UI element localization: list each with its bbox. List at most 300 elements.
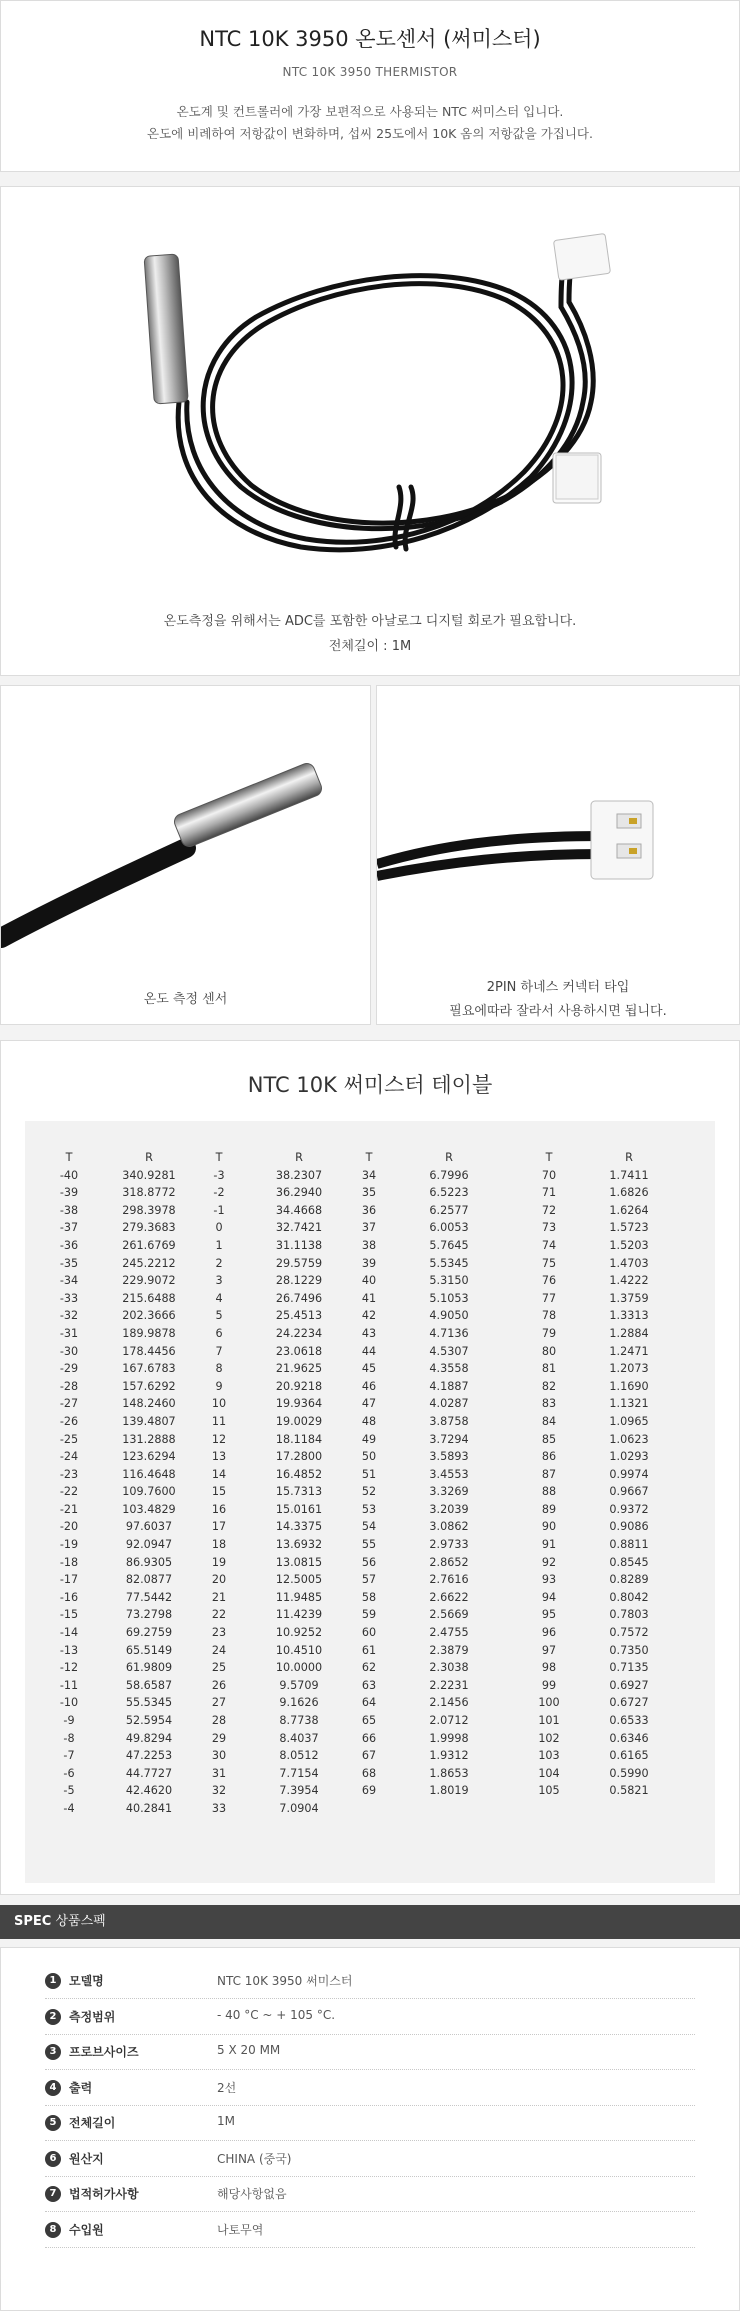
temperature-cell: 54 [361,1520,377,1534]
temperature-cell: -38 [59,1203,79,1217]
temperature-cell: 16 [211,1502,227,1516]
temperature-cell: 90 [541,1520,557,1534]
resistance-cell: 97.6037 [125,1520,173,1534]
description-line-1: 온도계 및 컨트롤러에 가장 보편적으로 사용되는 NTC 써미스터 입니다. [176,104,564,119]
resistance-cell: 18.1184 [275,1432,323,1446]
temperature-cell: 82 [541,1379,557,1393]
resistance-cell: 86.9305 [125,1555,173,1569]
spec-label: 수입원 [69,2222,104,2237]
resistance-cell: 215.6488 [122,1291,176,1305]
resistance-cell: 123.6294 [122,1450,176,1464]
thermistor-table-section [0,1040,740,1895]
resistance-cell: 38.2307 [275,1168,323,1182]
probe-closeup-image [1,686,372,966]
temperature-cell: -33 [59,1291,79,1305]
spec-number-badge: 1 [45,1973,61,1989]
resistance-cell: 318.8772 [122,1186,176,1200]
resistance-cell: 103.4829 [122,1502,176,1516]
temperature-cell: 44 [361,1344,377,1358]
temperature-cell: -21 [59,1502,79,1516]
resistance-cell: 36.2940 [275,1186,323,1200]
spec-header-text: 상품스펙 [55,1914,106,1929]
temperature-cell: 63 [361,1678,377,1692]
temperature-cell: 80 [541,1344,557,1358]
resistance-cell: 23.0618 [275,1344,323,1358]
resistance-cell: 1.6826 [609,1186,649,1200]
temperature-cell: 45 [361,1362,377,1376]
temperature-cell: 3 [215,1274,223,1288]
temperature-cell: -32 [59,1309,79,1323]
spec-row [45,2071,695,2106]
temperature-cell: 4 [215,1291,223,1305]
spec-row [45,1964,695,1999]
resistance-cell: 44.7727 [125,1766,173,1780]
temperature-cell: -8 [63,1731,75,1745]
temperature-cell: -12 [59,1661,79,1675]
temperature-cell: 67 [361,1749,377,1763]
temperature-cell: 66 [361,1731,377,1745]
temperature-cell: 87 [541,1467,557,1481]
sensor-probe-photo [0,685,371,1025]
resistance-cell: 10.9252 [275,1626,323,1640]
resistance-cell: 4.3558 [429,1362,469,1376]
resistance-cell: 2.6622 [429,1590,469,1604]
temperature-cell: 99 [541,1678,557,1692]
spec-number-badge: 7 [45,2186,61,2202]
temperature-cell: 25 [211,1661,227,1675]
temperature-cell: 13 [211,1450,227,1464]
temperature-cell: 6 [215,1326,223,1340]
resistance-cell: 6.2577 [429,1203,469,1217]
temperature-cell: -2 [213,1186,225,1200]
resistance-cell: 15.7313 [275,1485,323,1499]
resistance-cell: 245.2212 [122,1256,176,1270]
resistance-cell: 148.2460 [122,1397,176,1411]
temperature-cell: 64 [361,1696,377,1710]
resistance-cell: 10.4510 [275,1643,323,1657]
temperature-cell: 91 [541,1538,557,1552]
temperature-cell: 43 [361,1326,377,1340]
resistance-cell: 3.2039 [429,1502,469,1516]
temperature-cell: 70 [541,1168,557,1182]
resistance-cell: 34.4668 [275,1203,323,1217]
resistance-cell: 73.2798 [125,1608,173,1622]
spec-number-badge: 4 [45,2080,61,2096]
resistance-cell: 0.6346 [609,1731,649,1745]
temperature-cell: 62 [361,1661,377,1675]
temperature-cell: -9 [63,1714,75,1727]
temperature-cell: 29 [211,1731,227,1745]
resistance-cell: 202.3666 [122,1309,176,1323]
temperature-cell: 51 [361,1467,377,1481]
spec-label: 측정범위 [69,2009,116,2024]
resistance-cell: 4.0287 [429,1397,469,1411]
temperature-cell: 102 [538,1731,560,1745]
temperature-cell: 98 [541,1661,557,1675]
resistance-cell: 279.3683 [122,1221,176,1235]
temperature-cell: 41 [361,1291,377,1305]
spec-row [45,2106,695,2141]
temperature-cell: 73 [541,1221,557,1235]
connector-caption-line-1: 2PIN 하네스 커넥터 타입 [486,980,630,995]
resistance-cell: 2.7616 [429,1573,469,1587]
resistance-cell: 4.1887 [429,1379,469,1393]
resistance-cell: 1.4703 [609,1256,649,1270]
column-header: T [545,1151,553,1164]
temperature-cell: 56 [361,1555,377,1569]
resistance-cell: 1.8653 [429,1766,469,1780]
resistance-cell: 0.6165 [609,1749,649,1763]
spec-label: 원산지 [69,2151,104,2166]
temperature-cell: 30 [211,1749,227,1763]
temperature-cell: 86 [541,1450,557,1464]
product-subtitle: NTC 10K 3950 THERMISTOR [282,65,458,79]
probe-caption: 온도 측정 센서 [143,992,228,1007]
resistance-cell: 20.9218 [275,1379,323,1393]
temperature-cell: 101 [538,1714,560,1727]
temperature-cell: 48 [361,1414,377,1428]
spec-value: 해당사항없음 [217,2187,287,2201]
temperature-cell: -6 [63,1766,75,1780]
resistance-cell: 2.1456 [429,1696,469,1710]
resistance-cell: 5.5345 [429,1256,469,1270]
resistance-cell: 298.3978 [122,1203,176,1217]
temperature-cell: -39 [59,1186,79,1200]
temperature-cell: 97 [541,1643,557,1657]
temperature-cell: 83 [541,1397,557,1411]
spec-value: 1M [217,2114,235,2128]
temperature-cell: 20 [211,1573,227,1587]
spec-value: 5 X 20 MM [217,2043,281,2057]
resistance-cell: 1.8019 [429,1784,469,1798]
temperature-cell: -23 [59,1467,79,1481]
resistance-cell: 2.0712 [429,1714,469,1727]
temperature-cell: -1 [213,1203,225,1217]
resistance-cell: 1.0623 [609,1432,649,1446]
spec-section-header [0,1905,740,1939]
thermistor-cable-image [1,187,740,607]
spec-value: 2선 [217,2080,237,2095]
resistance-cell: 61.9809 [125,1661,173,1675]
temperature-cell: 39 [361,1256,377,1270]
table-column-t-4 [509,1149,589,1800]
spec-label: 법적허가사항 [69,2187,139,2201]
resistance-cell: 2.3038 [429,1661,469,1675]
table-column-r-4 [589,1149,669,1800]
resistance-cell: 131.2888 [122,1432,176,1446]
temperature-cell: -24 [59,1450,79,1464]
column-header: R [145,1151,153,1164]
temperature-cell: 103 [538,1749,560,1763]
resistance-cell: 28.1229 [275,1274,323,1288]
temperature-cell: 47 [361,1397,377,1411]
column-header: T [215,1151,223,1164]
temperature-cell: -20 [59,1520,79,1534]
temperature-cell: 52 [361,1485,377,1499]
spec-label: 모델명 [69,1974,104,1988]
spec-header-bold: SPEC [14,1914,52,1929]
temperature-cell: 0 [215,1221,223,1235]
temperature-cell: -19 [59,1538,79,1552]
resistance-cell: 1.7411 [609,1168,649,1182]
temperature-cell: 5 [215,1309,223,1323]
resistance-cell: 189.9878 [122,1326,176,1340]
temperature-cell: 9 [215,1379,223,1393]
resistance-cell: 69.2759 [125,1626,173,1640]
resistance-cell: 13.0815 [275,1555,323,1569]
spec-number-badge: 8 [45,2222,61,2238]
resistance-cell: 0.9372 [609,1502,649,1516]
temperature-cell: -37 [59,1221,79,1235]
resistance-cell: 19.9364 [275,1397,323,1411]
resistance-cell: 77.5442 [125,1590,173,1604]
resistance-cell: 42.4620 [125,1784,173,1798]
temperature-cell: -3 [213,1168,225,1182]
temperature-cell: -17 [59,1573,79,1587]
temperature-cell: 21 [211,1590,227,1604]
table-title: NTC 10K 써미스터 테이블 [247,1073,493,1097]
temperature-cell: 14 [211,1467,227,1481]
temperature-cell: 96 [541,1626,557,1640]
temperature-cell: 18 [211,1538,227,1552]
temperature-cell: 28 [211,1714,227,1727]
resistance-cell: 0.7135 [609,1661,649,1675]
resistance-cell: 32.7421 [275,1221,323,1235]
temperature-cell: 50 [361,1450,377,1464]
temperature-cell: -18 [59,1555,79,1569]
resistance-cell: 1.1321 [609,1397,649,1411]
resistance-cell: 26.7496 [275,1291,323,1305]
temperature-cell: -16 [59,1590,79,1604]
column-header: R [445,1151,453,1164]
temperature-cell: 57 [361,1573,377,1587]
sensor-overview-photo [0,186,740,676]
resistance-cell: 7.7154 [279,1766,319,1780]
resistance-cell: 5.7645 [429,1238,469,1252]
resistance-cell: 0.6927 [609,1678,649,1692]
temperature-cell: -14 [59,1626,79,1640]
temperature-cell: 94 [541,1590,557,1604]
temperature-cell: 17 [211,1520,227,1534]
resistance-cell: 92.0947 [125,1538,173,1552]
temperature-cell: 36 [361,1203,377,1217]
temperature-cell: 93 [541,1573,557,1587]
resistance-cell: 2.3879 [429,1643,469,1657]
resistance-cell: 167.6783 [122,1362,176,1376]
resistance-cell: 58.6587 [125,1678,173,1692]
spec-label: 출력 [69,2080,93,2095]
overview-caption-line-1: 온도측정을 위해서는 ADC를 포함한 아날로그 디지털 회로가 필요합니다. [163,614,577,629]
temperature-cell: 92 [541,1555,557,1569]
connector-shape [556,455,598,499]
resistance-cell: 52.5954 [125,1714,173,1727]
resistance-cell: 21.9625 [275,1362,323,1376]
resistance-cell: 55.5345 [125,1696,173,1710]
spec-value: CHINA (중국) [217,2151,292,2166]
temperature-cell: 81 [541,1362,557,1376]
temperature-cell: 58 [361,1590,377,1604]
temperature-cell: 77 [541,1291,557,1305]
spec-value: NTC 10K 3950 써미스터 [217,1974,353,1988]
temperature-cell: 37 [361,1221,377,1235]
overview-caption-line-2: 전체길이 : 1M [328,639,412,654]
temperature-cell: 31 [211,1766,227,1780]
temperature-cell: 7 [215,1344,223,1358]
temperature-cell: 49 [361,1432,377,1446]
resistance-cell: 2.4755 [429,1626,469,1640]
resistance-cell: 0.8042 [609,1590,649,1604]
temperature-cell: 76 [541,1274,557,1288]
temperature-cell: 60 [361,1626,377,1640]
temperature-cell: 78 [541,1309,557,1323]
resistance-cell: 0.7350 [609,1643,649,1657]
resistance-cell: 4.5307 [429,1344,469,1358]
spec-label: 전체길이 [69,2116,116,2130]
resistance-cell: 49.8294 [125,1731,173,1745]
temperature-cell: 88 [541,1485,557,1499]
column-header: T [65,1151,73,1164]
resistance-cell: 1.9998 [429,1731,469,1745]
spec-row [45,2213,695,2248]
product-header [0,0,740,172]
resistance-cell: 139.4807 [122,1414,176,1428]
resistance-cell: 3.4553 [429,1467,469,1481]
resistance-cell: 15.0161 [275,1502,323,1516]
temperature-cell: 55 [361,1538,377,1552]
temperature-cell: -40 [59,1168,79,1182]
temperature-cell: 104 [538,1766,560,1780]
table-column-r-2 [259,1149,339,1818]
spec-number-badge: 5 [45,2115,61,2131]
resistance-cell: 0.9974 [609,1467,649,1481]
temperature-cell: 69 [361,1784,377,1798]
column-header: T [365,1151,373,1164]
temperature-cell: 53 [361,1502,377,1516]
resistance-cell: 8.7738 [279,1714,319,1727]
resistance-cell: 0.8811 [609,1538,649,1552]
spec-row [45,2035,695,2070]
resistance-cell: 0.6533 [609,1714,649,1727]
temperature-cell: 11 [211,1414,227,1428]
temperature-cell: 42 [361,1309,377,1323]
connector-caption [377,976,739,1024]
temperature-cell: 40 [361,1274,377,1288]
resistance-cell: 261.6769 [122,1238,176,1252]
resistance-cell: 1.2884 [609,1326,649,1340]
temperature-cell: -10 [59,1696,79,1710]
resistance-cell: 0.8289 [609,1573,649,1587]
resistance-cell: 6.0053 [429,1221,469,1235]
resistance-cell: 13.6932 [275,1538,323,1552]
temperature-cell: -13 [59,1643,79,1657]
temperature-cell: 75 [541,1256,557,1270]
resistance-cell: 11.9485 [275,1590,323,1604]
resistance-cell: 2.9733 [429,1538,469,1552]
temperature-cell: -30 [59,1344,79,1358]
temperature-cell: -28 [59,1379,79,1393]
temperature-cell: -27 [59,1397,79,1411]
temperature-cell: 72 [541,1203,557,1217]
temperature-cell: 23 [211,1626,227,1640]
temperature-cell: 100 [538,1696,560,1710]
temperature-cell: 46 [361,1379,377,1393]
resistance-cell: 1.9312 [429,1749,469,1763]
resistance-cell: 17.2800 [275,1450,323,1464]
resistance-cell: 3.5893 [429,1450,469,1464]
temperature-cell: 32 [211,1784,227,1798]
resistance-cell: 109.7600 [122,1485,176,1499]
resistance-cell: 1.2471 [609,1344,649,1358]
temperature-cell: -26 [59,1414,79,1428]
resistance-cell: 65.5149 [125,1643,173,1657]
resistance-cell: 11.4239 [275,1608,323,1622]
spec-value: - 40 °C ~ + 105 °C. [217,2007,336,2022]
resistance-cell: 0.9667 [609,1485,649,1499]
resistance-cell: 0.7803 [609,1608,649,1622]
spec-row [45,2000,695,2035]
temperature-cell: -15 [59,1608,79,1622]
table-column-t-1 [29,1149,109,1818]
resistance-cell: 1.3313 [609,1309,649,1323]
description-line-2: 온도에 비례하여 저항값이 변화하며, 섭씨 25도에서 10K 옴의 저항값을 가집니다. [147,126,593,141]
temperature-cell: 38 [361,1238,377,1252]
resistance-cell: 1.6264 [609,1203,649,1217]
resistance-cell: 1.1690 [609,1379,649,1393]
temperature-cell: 65 [361,1714,377,1727]
temperature-cell: 24 [211,1643,227,1657]
resistance-cell: 7.3954 [279,1784,319,1798]
spec-number-badge: 6 [45,2151,61,2167]
temperature-cell: -11 [59,1678,79,1692]
table-column-r-1 [109,1149,189,1818]
resistance-cell: 1.4222 [609,1274,649,1288]
resistance-cell: 9.5709 [279,1678,319,1692]
resistance-cell: 9.1626 [279,1696,319,1710]
product-title: NTC 10K 3950 온도센서 (써미스터) [199,27,541,51]
temperature-cell: -36 [59,1238,79,1252]
temperature-cell: 19 [211,1555,227,1569]
resistance-cell: 0.8545 [609,1555,649,1569]
resistance-cell: 6.5223 [429,1186,469,1200]
resistance-cell: 0.5990 [609,1766,649,1780]
connector-closeup-image [377,686,740,966]
spec-label: 프로브사이즈 [69,2045,139,2059]
temperature-cell: 84 [541,1414,557,1428]
resistance-cell: 24.2234 [275,1326,323,1340]
temperature-cell: 34 [361,1168,377,1182]
resistance-cell: 0.9086 [609,1520,649,1534]
temperature-cell: 10 [211,1397,227,1411]
resistance-cell: 8.4037 [279,1731,319,1745]
temperature-cell: -22 [59,1485,79,1499]
temperature-cell: 85 [541,1432,557,1446]
resistance-cell: 2.8652 [429,1555,469,1569]
temperature-cell: 89 [541,1502,557,1516]
resistance-cell: 2.2231 [429,1678,469,1692]
table-column-t-2 [179,1149,259,1818]
temperature-cell: 95 [541,1608,557,1622]
temperature-cell: 27 [211,1696,227,1710]
spec-row [45,2142,695,2177]
table-column-r-3 [409,1149,489,1800]
resistance-cell: 229.9072 [122,1274,176,1288]
column-header: R [625,1151,633,1164]
temperature-cell: 12 [211,1432,227,1446]
resistance-cell: 1.3759 [609,1291,649,1305]
resistance-cell: 116.4648 [122,1467,176,1481]
resistance-cell: 12.5005 [275,1573,323,1587]
column-header: R [295,1151,303,1164]
